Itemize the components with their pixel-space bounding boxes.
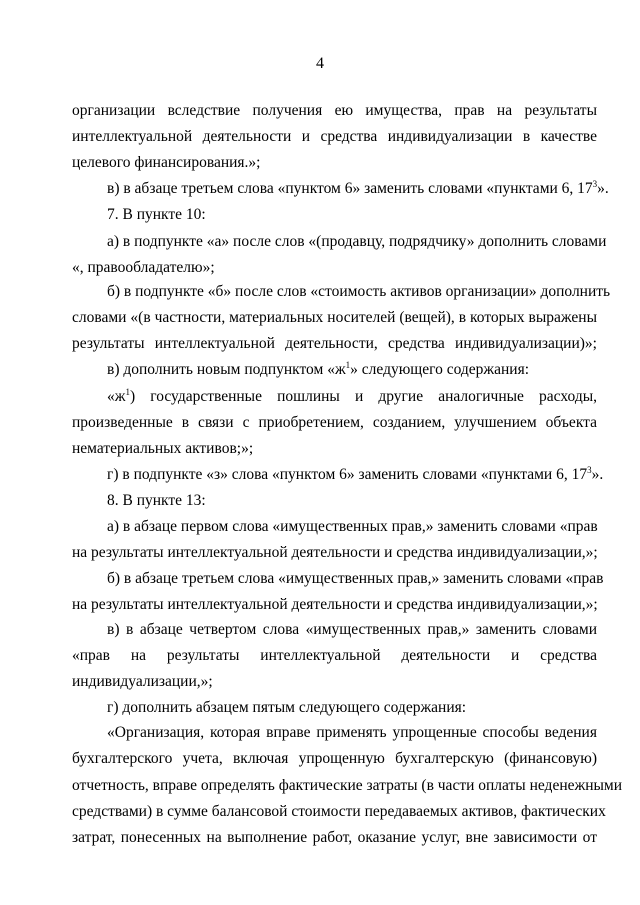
- text-line: а) в абзаце первом слова «имущественных прав,» заменить словами «прав: [107, 518, 598, 535]
- text-line: «$ж^1$) государственные пошлины и другие аналогичные расходы,: [107, 387, 597, 405]
- text-line: в) в абзаце четвертом слова «имущественных прав,» заменить словами: [107, 621, 597, 638]
- text-line: отчетность, вправе определять фактические затраты (в части оплаты неденежными: [72, 777, 623, 794]
- text-line: бухгалтерского учета, включая упрощенную бухгалтерскую (финансовую): [72, 750, 597, 767]
- text-line: г) дополнить абзацем пятым следующего содержания:: [107, 699, 467, 716]
- text-line: 8. В пункте 13:: [107, 492, 206, 509]
- text-line: средствами) в сумме балансовой стоимости передаваемых активов, фактических: [72, 803, 606, 820]
- text-line: в) дополнить новым подпунктом «$ж^1$» следующего содержания:: [107, 360, 530, 378]
- text-line: индивидуализации,»;: [72, 673, 213, 690]
- page-number: 4: [316, 55, 324, 72]
- text-line: произведенные в связи с приобретением, созданием, улучшением объекта: [72, 414, 597, 431]
- text-line: результаты интеллектуальной деятельности, средства индивидуализации)»;: [72, 335, 597, 352]
- text-line: г) в подпункте «з» слова «пунктом 6» заменить словами «пунктами 6, $17^3$».: [107, 465, 604, 483]
- text-line: интеллектуальной деятельности и средства индивидуализации в качестве: [72, 128, 597, 145]
- text-line: организации вследствие получения ею имущества, прав на результаты: [72, 102, 597, 119]
- text-line: а) в подпункте «а» после слов «(продавцу, подрядчику» дополнить словами: [107, 233, 607, 250]
- text-line: «Организация, которая вправе применять упрощенные способы ведения: [107, 724, 597, 741]
- text-line: б) в абзаце третьем слова «имущественных прав,» заменить словами «прав: [107, 570, 604, 587]
- text-line: целевого финансирования.»;: [72, 154, 261, 171]
- text-line: нематериальных активов;»;: [72, 440, 254, 457]
- text-line: на результаты интеллектуальной деятельности и средства индивидуализации,»;: [72, 596, 598, 613]
- text-line: «прав на результаты интеллектуальной деятельности и средства: [72, 647, 597, 664]
- text-line: 7. В пункте 10:: [107, 206, 206, 223]
- text-line: б) в подпункте «б» после слов «стоимость активов организации» дополнить: [107, 283, 611, 300]
- text-line: на результаты интеллектуальной деятельности и средства индивидуализации,»;: [72, 544, 598, 561]
- text-line: «, правообладателю»;: [72, 259, 215, 276]
- text-line: в) в абзаце третьем слова «пунктом 6» заменить словами «пунктами 6, $17^3$».: [107, 179, 609, 197]
- text-line: затрат, понесенных на выполнение работ, оказание услуг, вне зависимости от: [72, 829, 597, 846]
- text-line: словами «(в частности, материальных носителей (вещей), в которых выражены: [72, 309, 597, 326]
